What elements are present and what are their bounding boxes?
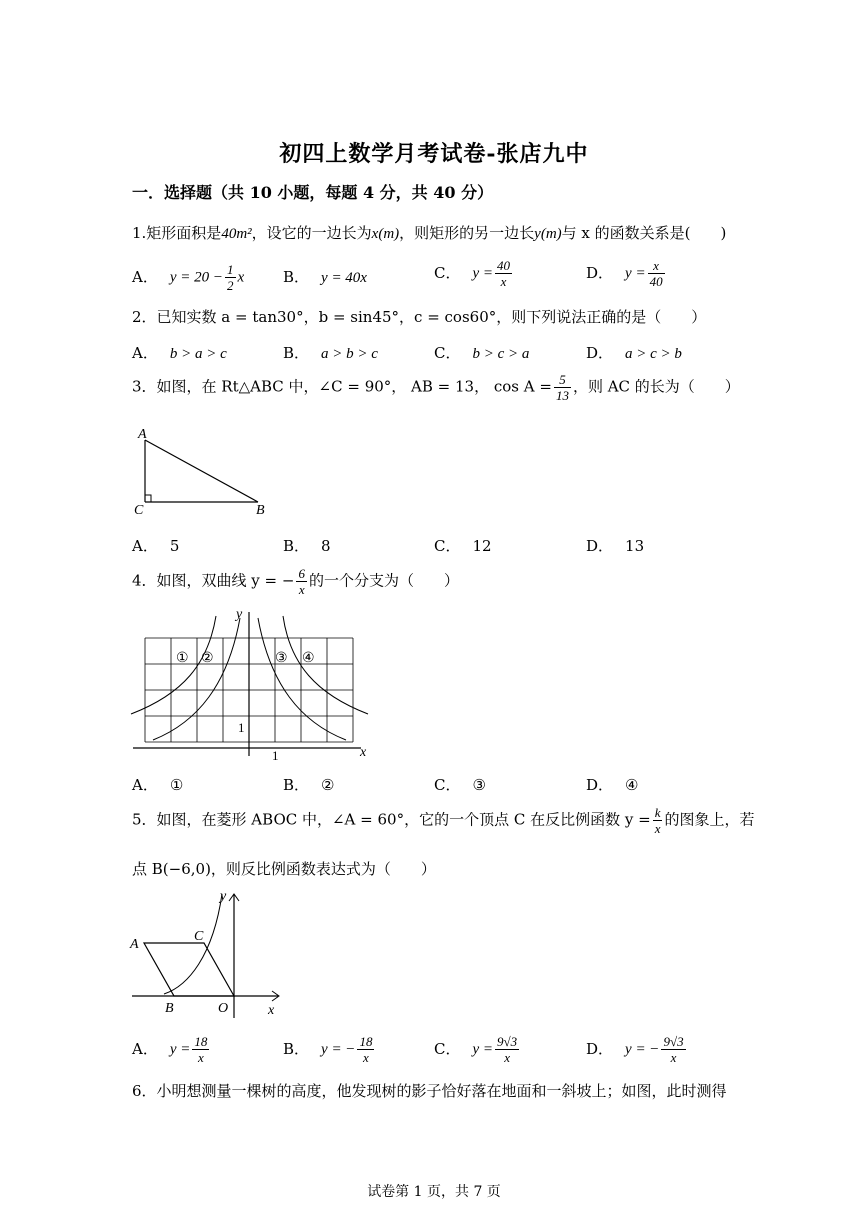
q2-option-c[interactable]: C． b > c > a bbox=[434, 344, 530, 362]
q1-area: 40m² bbox=[221, 226, 252, 242]
q5-label-x: x bbox=[268, 1003, 275, 1018]
q3-triangle-figure bbox=[130, 422, 280, 520]
q5-rhombus-figure bbox=[128, 886, 288, 1021]
q1-option-b[interactable]: B． y = 40x bbox=[283, 268, 367, 286]
q5-label-a: A bbox=[130, 937, 139, 952]
q1-option-a[interactable]: A． y = 20 − $\frac{1}{2}$ x bbox=[132, 262, 245, 293]
q4-curve-4 bbox=[283, 616, 368, 714]
q2-option-a[interactable]: A． b > a > c bbox=[132, 344, 227, 362]
q1-option-c[interactable]: C． y = $\frac{40}{x}$ bbox=[434, 258, 511, 289]
question-5: 5．如图，在菱形 ABOC 中，∠A = 60°，它的一个顶点 C 在反比例函数 y = $\frac{k}{x}$ 的图象上，若 bbox=[132, 805, 755, 836]
q4-curve-3 bbox=[258, 618, 346, 740]
q4-label-1: ① bbox=[176, 651, 189, 666]
q2-option-b[interactable]: B． a > b > c bbox=[283, 344, 378, 362]
q1-text-a: 1.矩形面积是 bbox=[132, 224, 222, 242]
q4-label-4: ④ bbox=[302, 651, 315, 666]
q5-rhombus bbox=[144, 943, 234, 996]
q1-text-d: 与 x 的函数关系是( ) bbox=[561, 224, 727, 242]
q4-label-2: ② bbox=[201, 651, 214, 666]
q5-label-o: O bbox=[218, 1001, 229, 1016]
q3-label-c: C bbox=[134, 503, 144, 518]
q4-option-a[interactable]: A． ① bbox=[132, 776, 184, 794]
q4-label-one-x: 1 bbox=[272, 748, 279, 762]
q3-label-a: A bbox=[138, 427, 147, 442]
question-2: 2．已知实数 a = tan30°，b = sin45°，c = cos60°，则下列说法正确的是（ ） bbox=[132, 308, 707, 326]
q4-curve-2 bbox=[153, 618, 240, 740]
q5-label-y: y bbox=[220, 889, 227, 904]
q4-option-c[interactable]: C． ③ bbox=[434, 776, 486, 794]
q4-option-b[interactable]: B． ② bbox=[283, 776, 335, 794]
question-4: 4．如图，双曲线 y = − $\frac{6}{x}$ 的一个分支为（ ） bbox=[132, 566, 459, 597]
q5-label-b: B bbox=[165, 1001, 174, 1016]
q1-var2: y(m) bbox=[534, 226, 562, 242]
q4-label-one-y: 1 bbox=[238, 720, 245, 735]
question-6: 6．小明想测量一棵树的高度，他发现树的影子恰好落在地面和一斜坡上；如图，此时测得 bbox=[132, 1082, 727, 1100]
q5-option-a[interactable]: A． y = $\frac{18}{x}$ bbox=[132, 1034, 208, 1065]
question-1 bbox=[132, 222, 726, 243]
q3-label-b: B bbox=[256, 503, 265, 518]
q1-a-fraction: $\frac{1}{2}$ bbox=[227, 262, 234, 293]
question-3: 3．如图，在 Rt△ABC 中，∠C = 90°， AB = 13， cos A = $\frac{5}{13}$ ，则 AC 的长为（ ） bbox=[132, 372, 740, 403]
q4-hyperbola-figure bbox=[128, 604, 378, 762]
q2-option-d[interactable]: D． a > c > b bbox=[586, 344, 682, 362]
q5-option-d[interactable]: D． y = − $\frac{9√3}{x}$ bbox=[586, 1034, 684, 1065]
q3-option-c[interactable]: C． 12 bbox=[434, 537, 492, 555]
q1-text-b: ，设它的一边长为 bbox=[251, 224, 372, 242]
q3-option-d[interactable]: D． 13 bbox=[586, 537, 645, 555]
q4-label-3: ③ bbox=[275, 651, 288, 666]
q1-c-fraction: $\frac{40}{x}$ bbox=[497, 258, 511, 289]
q1-option-d[interactable]: D． y = $\frac{x}{40}$ bbox=[586, 258, 663, 289]
q1-d-fraction: $\frac{x}{40}$ bbox=[649, 258, 663, 289]
q4-label-x: x bbox=[360, 745, 367, 760]
q1-text-c: ，则矩形的另一边长 bbox=[399, 224, 535, 242]
q3-option-a[interactable]: A． 5 bbox=[132, 537, 180, 555]
question-5-line-2: 点 B(−6,0)，则反比例函数表达式为（ ） bbox=[132, 860, 436, 878]
q5-option-b[interactable]: B． y = − $\frac{18}{x}$ bbox=[283, 1034, 373, 1065]
q3-fraction: $\frac{5}{13}$ bbox=[555, 372, 569, 403]
q5-label-c: C bbox=[194, 929, 204, 944]
page-footer: 试卷第 1 页，共 7 页 bbox=[367, 1184, 501, 1200]
q5-fraction: $\frac{k}{x}$ bbox=[654, 805, 661, 836]
page-title: 初四上数学月考试卷-张店九中 bbox=[279, 141, 589, 167]
q4-fraction: $\frac{6}{x}$ bbox=[298, 566, 305, 597]
q4-label-y: y bbox=[236, 607, 243, 622]
q3-option-b[interactable]: B． 8 bbox=[283, 537, 331, 555]
q4-option-d[interactable]: D． ④ bbox=[586, 776, 639, 794]
q5-curve bbox=[164, 894, 222, 994]
q1-var1: x(m) bbox=[371, 226, 400, 242]
section-heading: 一．选择题（共 10 小题，每题 4 分，共 40 分） bbox=[132, 183, 494, 202]
q5-option-c[interactable]: C． y = $\frac{9√3}{x}$ bbox=[434, 1034, 518, 1065]
